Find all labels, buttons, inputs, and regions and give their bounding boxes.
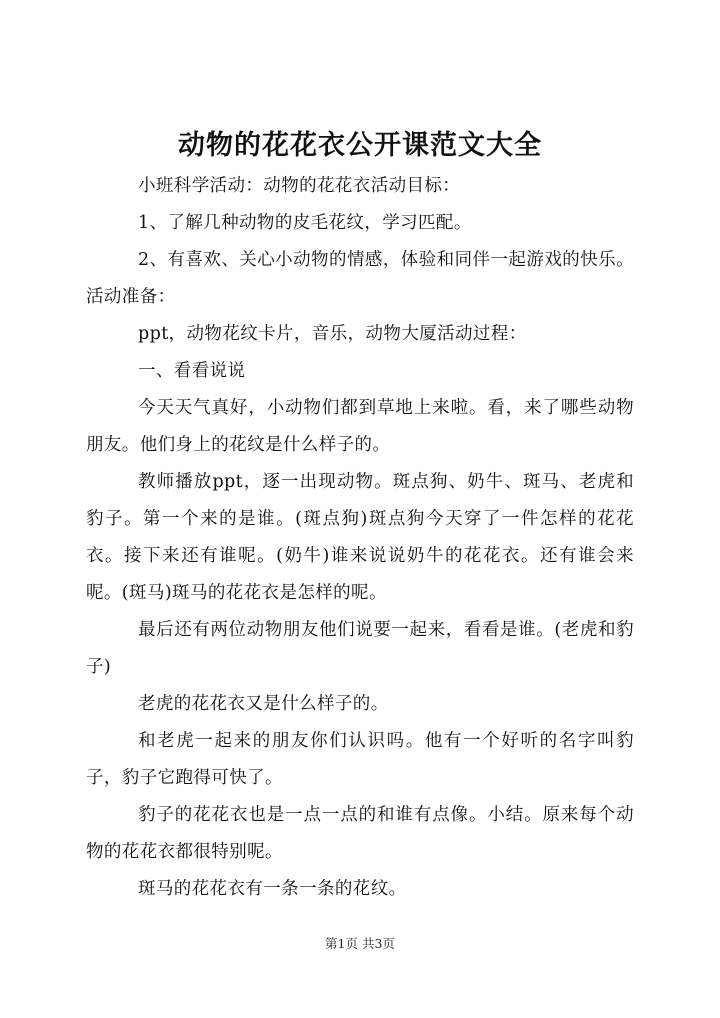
paragraph: 最后还有两位动物朋友他们说要一起来，看看是谁。(老虎和豹子)	[86, 620, 634, 677]
paragraph: 1、了解几种动物的皮毛花纹，学习匹配。	[138, 213, 472, 233]
document-body	[86, 168, 634, 908]
paragraph: 豹子的花花衣也是一点一点的和谁有点像。小结。原来每个动物的花花衣都很特别呢。	[86, 805, 634, 862]
document-title: 动物的花花衣公开课范文大全	[178, 130, 542, 161]
paragraph: 和老虎一起来的朋友你们认识吗。他有一个好听的名字叫豹子，豹子它跑得可快了。	[86, 731, 634, 788]
paragraph: 教师播放ppt，逐一出现动物。斑点狗、奶牛、斑马、老虎和豹子。第一个来的是谁。(斑点狗)斑点狗今天穿了一件怎样的花花衣。接下来还有谁呢。(奶牛)谁来说说奶牛的花花衣。还有谁会来呢。(斑马)斑马的花花衣是怎样的呢。	[86, 472, 634, 603]
paragraph: 2、有喜欢、关心小动物的情感，体验和同伴一起游戏的快乐。活动准备：	[86, 250, 634, 307]
paragraph: 老虎的花花衣又是什么样子的。	[138, 694, 389, 714]
page-number-footer: 第1页 共3页	[325, 936, 395, 951]
paragraph: 小班科学活动：动物的花花衣活动目标：	[138, 176, 461, 196]
paragraph: 斑马的花花衣有一条一条的花纹。	[138, 879, 407, 899]
paragraph: ppt，动物花纹卡片，音乐，动物大厦活动过程：	[138, 324, 527, 344]
paragraph: 一、看看说说	[138, 361, 246, 381]
paragraph: 今天天气真好，小动物们都到草地上来啦。看，来了哪些动物朋友。他们身上的花纹是什么样子的。	[86, 398, 634, 455]
